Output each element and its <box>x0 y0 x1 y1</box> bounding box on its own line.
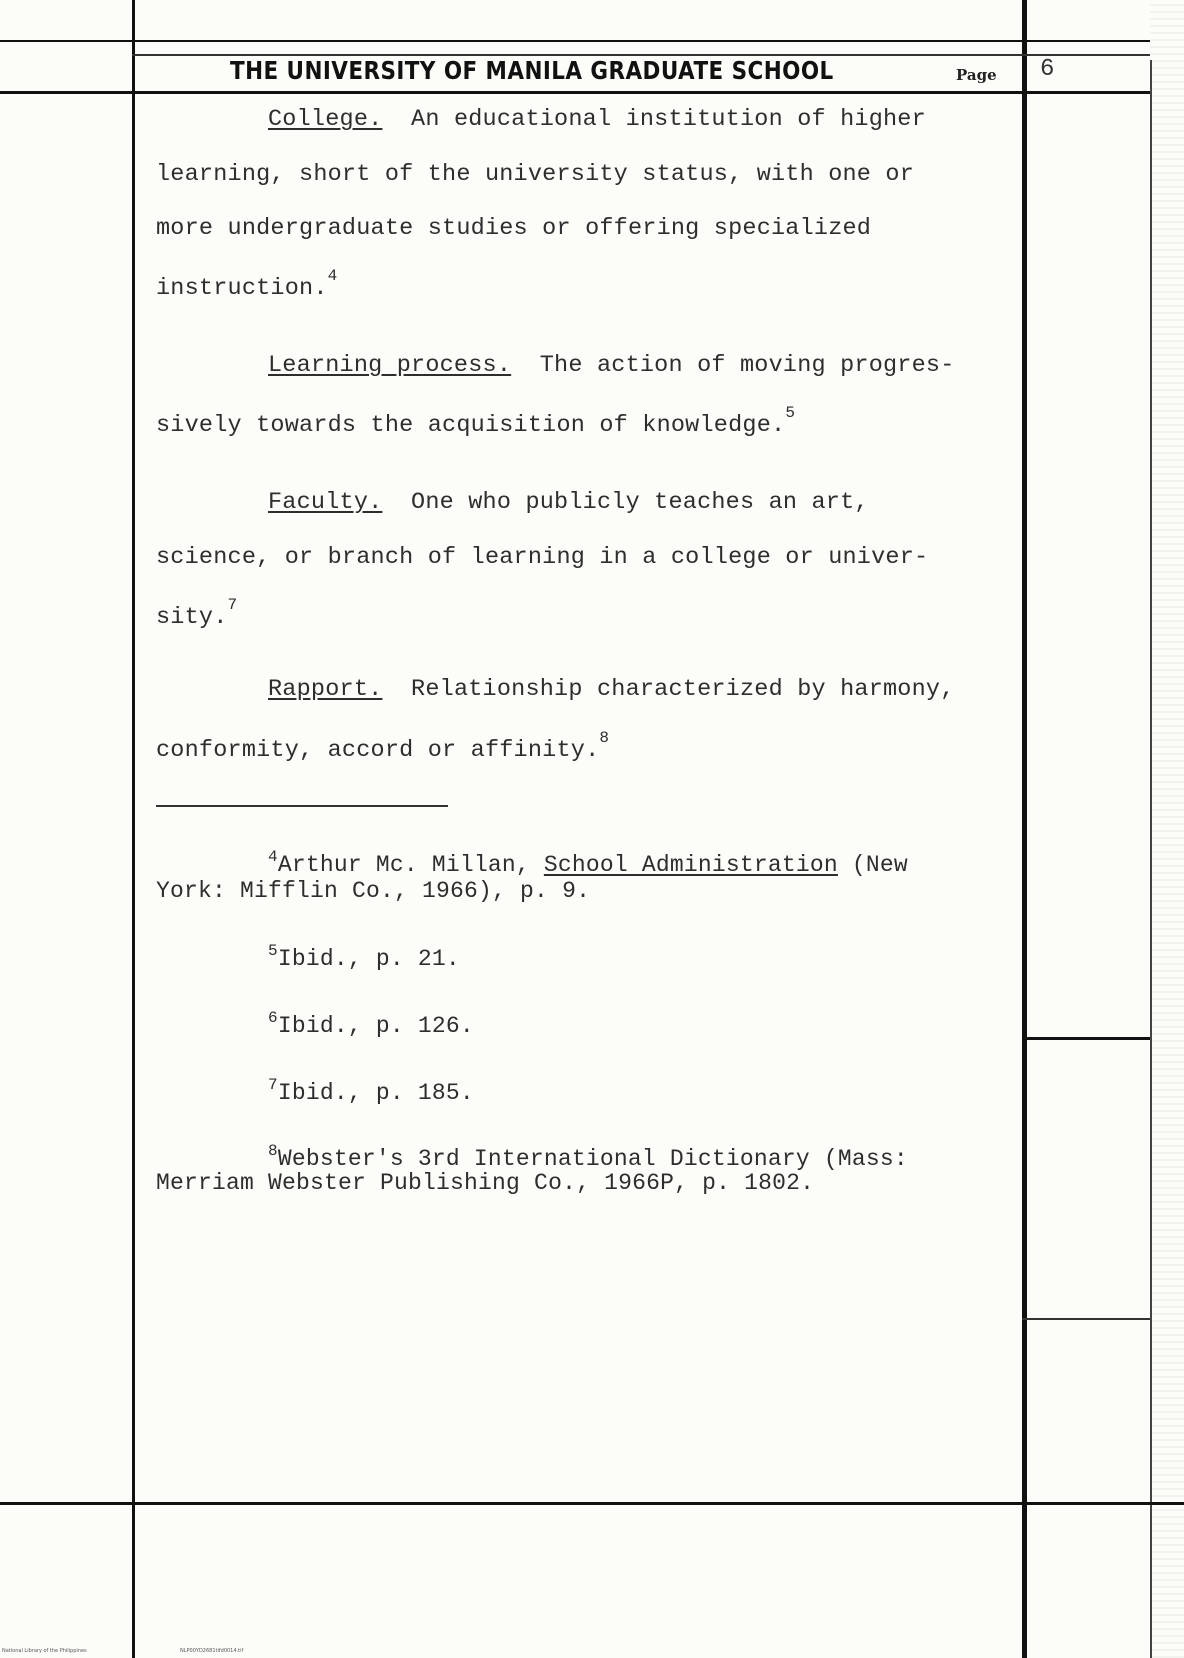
definition-term: Faculty. <box>268 489 383 516</box>
right-column-rule <box>1022 1318 1150 1320</box>
page-edge-rule <box>1150 60 1152 1658</box>
footnote-text: Ibid., p. 185. <box>277 1080 474 1106</box>
definition-text: An educational institution of higher <box>411 106 926 133</box>
definition-college <box>268 106 926 133</box>
definition-text-line <box>156 596 237 631</box>
definition-text-line <box>156 404 795 439</box>
definition-faculty <box>268 489 869 516</box>
footnote-5 <box>268 942 460 972</box>
definition-rapport <box>268 676 955 703</box>
school-header-title: THE UNIVERSITY OF MANILA GRADUATE SCHOOL <box>230 56 834 85</box>
definition-text-line <box>156 267 337 302</box>
definition-term: Learning process. <box>268 352 512 379</box>
footnote-ref: 7 <box>227 596 238 614</box>
definition-text: sively towards the acquisition of knowledge. <box>156 412 786 439</box>
top-rule <box>0 40 1150 42</box>
definition-term: Rapport. <box>268 676 383 703</box>
footnote-ref: 5 <box>785 404 796 422</box>
definition-text: more undergraduate studies or offering specialized <box>156 215 872 242</box>
definition-text: sity. <box>156 604 228 631</box>
right-margin-rule <box>1022 0 1027 1658</box>
definition-text-line <box>156 729 609 764</box>
footnote-continuation: York: Mifflin Co., 1966), p. 9. <box>156 878 591 904</box>
definition-text: instruction. <box>156 275 328 302</box>
footnote-ref: 8 <box>599 729 610 747</box>
definition-text: The action of moving progres- <box>539 352 955 379</box>
scan-file-note: NLP00YD2681tifd0014.tif <box>180 1648 244 1654</box>
footnote-8 <box>268 1142 908 1172</box>
footnote-book-title: School Administration <box>543 852 838 878</box>
footnote-continuation: Merriam Webster Publishing Co., 1966P, p. 1802. <box>156 1170 815 1196</box>
page-number: 6 <box>1040 56 1055 83</box>
footnote-separator <box>156 805 448 807</box>
definition-term: College. <box>268 106 383 133</box>
definition-text: science, or branch of learning in a college or univer- <box>156 544 929 571</box>
footnote-6 <box>268 1009 474 1039</box>
definition-text: Relationship characterized by harmony, <box>411 676 955 703</box>
footnote-number: 5 <box>268 942 278 960</box>
footnote-number: 8 <box>268 1142 278 1160</box>
right-column-rule <box>1022 1037 1150 1040</box>
footnote-number: 6 <box>268 1009 278 1027</box>
header-rule <box>0 91 1150 94</box>
definition-learning-process <box>268 352 955 379</box>
left-margin-rule <box>132 0 135 1658</box>
footnote-7 <box>268 1076 474 1106</box>
bottom-rule <box>0 1502 1184 1505</box>
footnote-text: Webster's 3rd International Dictionary (Mass: <box>277 1146 908 1172</box>
definition-text: One who publicly teaches an art, <box>411 489 869 516</box>
footnote-number: 7 <box>268 1076 278 1094</box>
definition-text: conformity, accord or affinity. <box>156 737 600 764</box>
footnote-number: 4 <box>268 848 278 866</box>
footnote-text: Arthur Mc. Millan, <box>277 852 544 878</box>
page-label: Page <box>956 66 997 84</box>
scan-source-note: National Library of the Philippines <box>2 1648 87 1654</box>
scan-edge <box>1150 0 1184 1658</box>
definition-text: learning, short of the university status, with one or <box>156 161 915 188</box>
footnote-ref: 4 <box>327 267 338 285</box>
footnote-text: Ibid., p. 126. <box>277 1013 474 1039</box>
footnote-4 <box>268 848 908 878</box>
footnote-text: (New <box>837 852 908 878</box>
footnote-text: Ibid., p. 21. <box>277 946 460 972</box>
right-column-rule <box>1022 1502 1184 1505</box>
